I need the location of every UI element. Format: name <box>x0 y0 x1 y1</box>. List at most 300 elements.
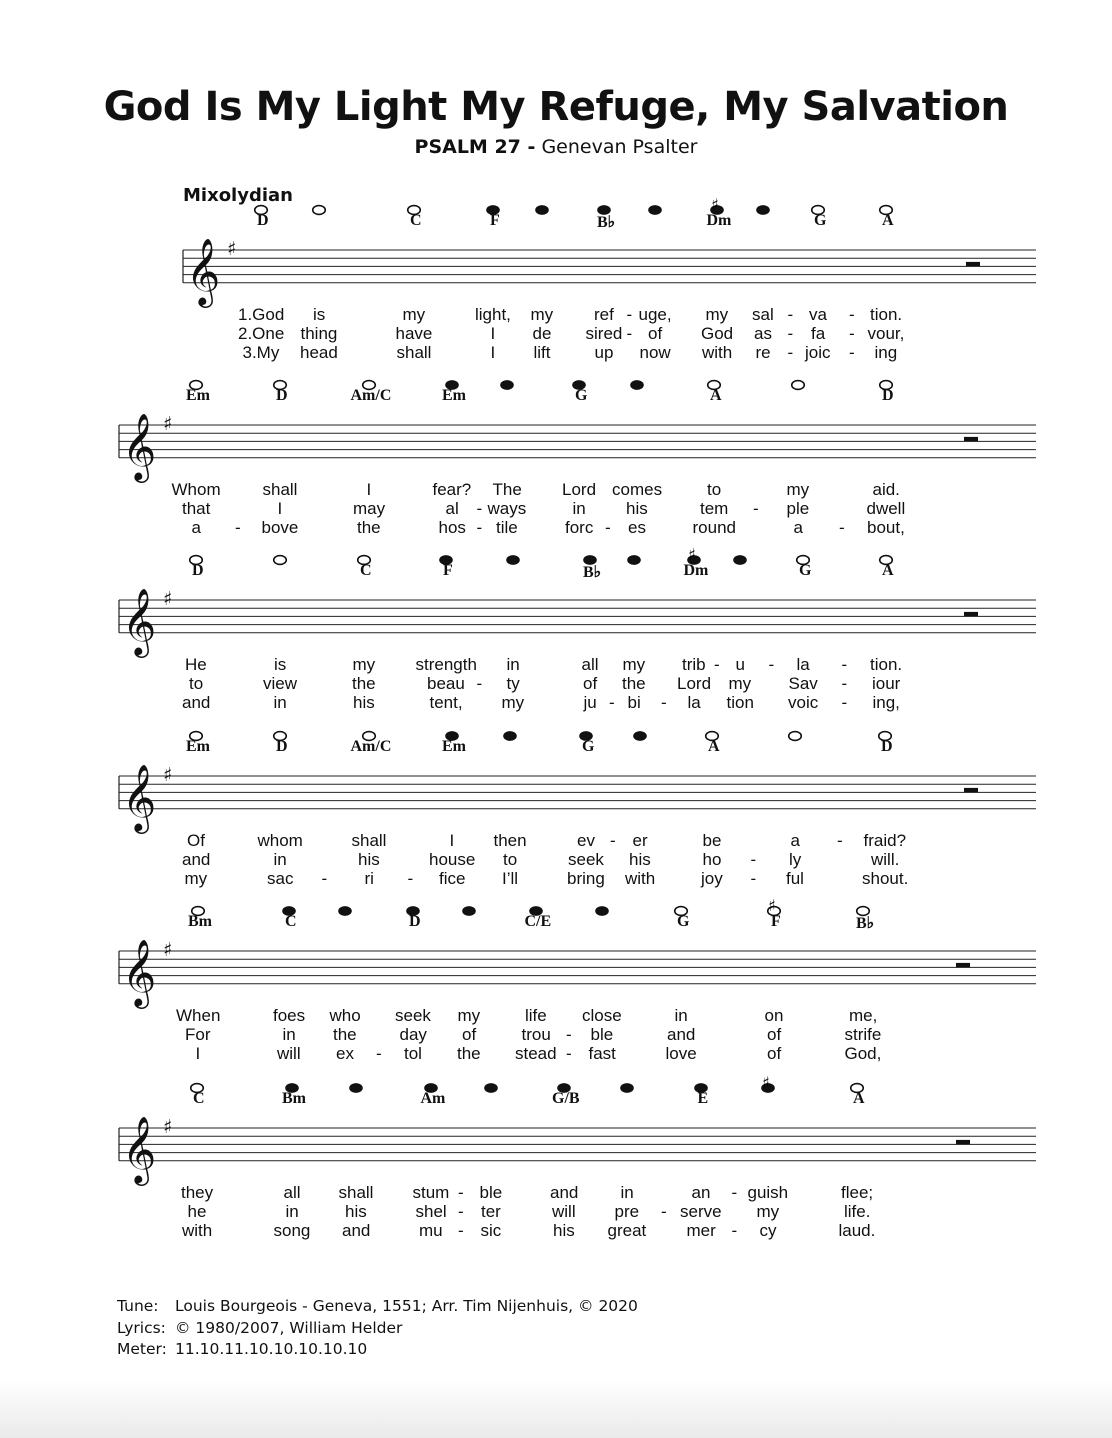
lyric-syllable: fice <box>439 869 466 888</box>
lyric-syllable: lift <box>533 343 551 362</box>
lyric-hyphen: - <box>837 831 843 850</box>
lyric-syllable: love <box>665 1044 697 1063</box>
lyric-syllable: vour, <box>867 324 905 343</box>
chord-symbol: Em <box>442 738 466 755</box>
lyric-syllable: with <box>702 343 733 362</box>
lyric-hyphen: - <box>626 324 633 343</box>
lyric-syllable: that <box>182 499 211 518</box>
lyric-syllable: with <box>625 869 656 888</box>
lyric-syllable: er <box>632 831 648 850</box>
lyric-syllable: and <box>667 1025 696 1044</box>
lyric-hyphen: - <box>321 869 328 888</box>
lyric-hyphen: - <box>849 305 855 324</box>
accidental-sharp-icon: ♯ <box>762 1073 770 1092</box>
lyric-hyphen: - <box>768 655 775 674</box>
treble-clef-icon: 𝄞 <box>122 762 157 831</box>
treble-clef-icon: 𝄞 <box>122 937 157 1006</box>
lyric-syllable: fear? <box>432 480 472 499</box>
lyric-hyphen: - <box>787 324 794 343</box>
note-head <box>789 732 802 741</box>
lyric-syllable: sal <box>752 305 774 324</box>
lyric-syllable: ter <box>481 1202 501 1221</box>
lyric-syllable: tile <box>496 518 518 537</box>
hymn-title: God Is My Light My Refuge, My Salvation <box>103 84 1009 130</box>
lyric-syllable: up <box>594 343 614 362</box>
lyric-hyphen: - <box>458 1183 464 1202</box>
lyric-syllable: in <box>674 1006 688 1025</box>
lyric-syllable: seek <box>395 1006 431 1025</box>
note-head <box>504 732 517 741</box>
chord-symbol: C <box>410 212 422 229</box>
lyric-syllable: laud. <box>838 1221 876 1240</box>
lyric-hyphen: - <box>841 693 848 712</box>
lyric-syllable: thing <box>300 324 338 343</box>
lyric-syllable: will <box>277 1044 301 1063</box>
chord-symbol: G <box>814 212 827 229</box>
lyric-hyphen: - <box>235 518 241 537</box>
psalter-source: Genevan Psalter <box>535 136 698 158</box>
lyric-syllable: with <box>182 1221 213 1240</box>
lyric-syllable: shout. <box>862 869 909 888</box>
lyric-syllable: my <box>501 693 525 712</box>
lyric-syllable: now <box>639 343 671 362</box>
lyric-syllable: beau <box>427 674 465 693</box>
lyric-syllable: pre <box>614 1202 640 1221</box>
lyric-syllable: life. <box>844 1202 871 1221</box>
lyric-syllable: in <box>273 850 287 869</box>
note-head <box>757 206 770 215</box>
half-rest-icon <box>966 262 980 267</box>
lyric-syllable: fast <box>588 1044 616 1063</box>
lyric-syllable: they <box>181 1183 214 1202</box>
lyric-syllable: The <box>492 480 522 499</box>
lyric-syllable: seek <box>568 850 604 869</box>
lyric-syllable: shel <box>415 1202 447 1221</box>
lyric-hyphen: - <box>849 343 855 362</box>
lyric-syllable: strife <box>844 1025 882 1044</box>
lyric-syllable: mu <box>419 1221 443 1240</box>
lyric-syllable: of <box>648 324 663 343</box>
lyric-syllable: all <box>581 655 599 674</box>
lyric-syllable: I <box>277 499 283 518</box>
lyric-syllable: he <box>187 1202 207 1221</box>
lyric-syllable: sired <box>585 324 623 343</box>
lyric-hyphen: - <box>750 869 757 888</box>
lyric-syllable: forc <box>565 518 594 537</box>
lyric-syllable: who <box>329 1006 361 1025</box>
chord-symbol: Am/C <box>350 738 392 755</box>
lyric-syllable: es <box>628 518 646 537</box>
lyric-hyphen: - <box>376 1044 382 1063</box>
psalm-number: PSALM 27 - <box>414 136 536 158</box>
lyric-hyphen: - <box>476 674 483 693</box>
credits <box>117 1296 638 1361</box>
chord-symbol: G <box>677 913 690 930</box>
lyric-syllable: shall <box>351 831 387 850</box>
note-head <box>634 732 647 741</box>
lyric-syllable: all <box>283 1183 301 1202</box>
treble-clef-icon: 𝄞 <box>186 236 221 305</box>
lyric-syllable: bove <box>261 518 299 537</box>
lyric-syllable: the <box>333 1025 357 1044</box>
lyric-syllable: to <box>503 850 518 869</box>
lyric-syllable: view <box>263 674 298 693</box>
lyric-syllable: is <box>313 305 326 324</box>
treble-clef-icon: 𝄞 <box>122 411 157 480</box>
chord-symbol: A <box>708 738 720 755</box>
chord-symbol: A <box>882 212 894 229</box>
lyric-syllable: ex <box>336 1044 354 1063</box>
chord-symbol: B♭ <box>856 915 875 932</box>
lyric-syllable: be <box>702 831 722 850</box>
lyric-syllable: va <box>809 305 827 324</box>
lyric-syllable: God, <box>844 1044 882 1063</box>
chord-symbol: C <box>360 562 372 579</box>
chord-symbol: E <box>697 1090 709 1107</box>
lyric-syllable: his <box>629 850 651 869</box>
lyric-syllable: Of <box>187 831 205 850</box>
chord-symbol: Bm <box>188 913 212 930</box>
lyric-syllable: serve <box>680 1202 722 1221</box>
lyric-syllable: may <box>353 499 386 518</box>
lyric-syllable: the <box>622 674 646 693</box>
lyric-syllable: to <box>707 480 722 499</box>
lyric-syllable: tem <box>700 499 729 518</box>
chord-symbol: F <box>490 212 500 229</box>
lyric-syllable: his <box>353 693 375 712</box>
lyric-hyphen: - <box>458 1221 464 1240</box>
chord-symbol: Am <box>420 1090 446 1107</box>
key-signature-sharp-icon: ♯ <box>163 588 173 610</box>
chord-symbol: Bm <box>282 1090 306 1107</box>
lyric-hyphen: - <box>841 655 848 674</box>
note-head <box>501 381 514 390</box>
lyric-syllable: my <box>705 305 729 324</box>
chord-symbol: Em <box>186 387 210 404</box>
lyric-syllable: ful <box>786 869 804 888</box>
lyric-syllable: my <box>756 1202 780 1221</box>
lyric-syllable: Sav <box>788 674 818 693</box>
lyric-syllable: in <box>620 1183 634 1202</box>
lyric-syllable: joy <box>701 869 723 888</box>
chord-symbol: D <box>882 387 894 404</box>
lyric-syllable: I <box>490 343 496 362</box>
lyric-syllable: and <box>342 1221 371 1240</box>
lyric-syllable: his <box>358 850 380 869</box>
chord-symbol: C <box>285 913 297 930</box>
lyric-syllable: I’ll <box>502 869 519 888</box>
lyric-syllable: head <box>300 343 338 362</box>
lyric-syllable: I <box>449 831 455 850</box>
lyric-syllable: have <box>395 324 433 343</box>
lyric-syllable: of <box>767 1025 782 1044</box>
note-head <box>536 206 549 215</box>
note-head <box>485 1084 498 1093</box>
note-head <box>274 556 287 565</box>
lyric-syllable: joic <box>805 343 831 362</box>
chord-symbol: G <box>575 387 588 404</box>
lyric-syllable: in <box>285 1202 299 1221</box>
lyric-syllable: my <box>402 305 426 324</box>
lyric-syllable: Lord <box>562 480 597 499</box>
lyric-syllable: shall <box>338 1183 374 1202</box>
lyric-syllable: me, <box>849 1006 878 1025</box>
lyric-syllable: stead <box>515 1044 557 1063</box>
lyric-syllable: and <box>182 693 211 712</box>
chord-symbol: G <box>799 562 812 579</box>
hymn-subtitle <box>0 136 1112 158</box>
lyric-hyphen: - <box>750 850 757 869</box>
lyric-syllable: day <box>399 1025 427 1044</box>
chord-symbol: C <box>193 1090 205 1107</box>
lyric-syllable: 2.One <box>238 324 285 343</box>
chord-symbol: C/E <box>524 913 552 930</box>
lyric-hyphen: - <box>841 674 848 693</box>
half-rest-icon <box>964 437 978 442</box>
lyric-syllable: my <box>530 305 554 324</box>
lyric-syllable: to <box>189 674 204 693</box>
credit-lyrics: Lyrics: © 1980/2007, William Helder <box>117 1318 403 1337</box>
lyric-hyphen: - <box>458 1202 464 1221</box>
staff-2 <box>0 385 1112 495</box>
lyric-hyphen: - <box>566 1025 572 1044</box>
lyric-syllable: shall <box>396 343 432 362</box>
chord-symbol: Em <box>186 738 210 755</box>
note-head <box>649 206 662 215</box>
music-system-5 <box>0 896 1112 1081</box>
lyric-syllable: is <box>274 655 287 674</box>
staff-3 <box>0 545 1112 670</box>
staff-4 <box>0 736 1112 846</box>
lyric-syllable: ly <box>789 850 802 869</box>
half-rest-icon <box>964 788 978 793</box>
lyric-syllable: of <box>462 1025 477 1044</box>
note-head <box>596 907 609 916</box>
lyric-syllable: bring <box>567 869 605 888</box>
credit-tune: Tune: Louis Bourgeois - Geneva, 1551; Arr. Tim Nijenhuis, © 2020 <box>117 1297 638 1315</box>
lyric-syllable: will. <box>871 850 900 869</box>
note-head <box>507 556 520 565</box>
lyric-syllable: bi <box>627 693 641 712</box>
lyric-syllable: Whom <box>171 480 221 499</box>
lyric-syllable: his <box>626 499 648 518</box>
lyric-syllable: close <box>582 1006 622 1025</box>
lyric-syllable: tion. <box>870 655 903 674</box>
lyric-syllable: la <box>796 655 810 674</box>
chord-symbol: Dm <box>706 212 732 229</box>
lyric-syllable: trou <box>521 1025 551 1044</box>
chord-symbol: D <box>257 212 269 229</box>
mode-label: Mixolydian <box>183 185 293 206</box>
key-signature-sharp-icon: ♯ <box>227 238 237 260</box>
lyric-syllable: life <box>525 1006 547 1025</box>
lyric-syllable: house <box>429 850 476 869</box>
key-signature-sharp-icon: ♯ <box>163 939 173 961</box>
lyric-syllable: ble <box>590 1025 614 1044</box>
lyric-syllable: sac <box>267 869 294 888</box>
lyric-syllable: in <box>273 693 287 712</box>
lyric-hyphen: - <box>605 518 611 537</box>
lyric-hyphen: - <box>407 869 414 888</box>
lyric-syllable: God <box>701 324 734 343</box>
lyric-syllable: his <box>553 1221 575 1240</box>
lyric-syllable: la <box>687 693 701 712</box>
lyric-hyphen: - <box>476 518 483 537</box>
note-head <box>463 907 476 916</box>
note-head <box>628 556 641 565</box>
chord-symbol: Em <box>442 387 466 404</box>
lyric-syllable: al <box>445 499 459 518</box>
staff-5 <box>0 896 1112 1021</box>
lyric-hyphen: - <box>609 693 615 712</box>
chord-symbol: B♭ <box>597 214 616 231</box>
key-signature-sharp-icon: ♯ <box>163 413 173 435</box>
lyric-syllable: ho <box>702 850 722 869</box>
chord-symbol: D <box>881 738 893 755</box>
lyric-syllable: a <box>790 831 800 850</box>
half-rest-icon <box>956 1140 970 1145</box>
lyric-hyphen: - <box>849 324 855 343</box>
lyric-syllable: tol <box>404 1044 422 1063</box>
lyric-hyphen: - <box>476 499 483 518</box>
chord-symbol: G/B <box>552 1090 580 1107</box>
note-head <box>350 1084 363 1093</box>
lyric-syllable: my <box>352 655 376 674</box>
credit-meter: Meter: 11.10.11.10.10.10.10.10 <box>117 1340 368 1358</box>
accidental-sharp-icon: ♯ <box>711 195 719 214</box>
lyric-syllable: tion <box>726 693 754 712</box>
lyric-syllable: the <box>457 1044 481 1063</box>
note-head <box>339 907 352 916</box>
lyric-syllable: ev <box>577 831 595 850</box>
lyric-hyphen: - <box>610 831 616 850</box>
chord-symbol: B♭ <box>583 564 602 581</box>
note-head <box>313 206 326 215</box>
lyric-hyphen: - <box>714 655 720 674</box>
chord-symbol: D <box>276 387 288 404</box>
chord-symbol: D <box>192 562 204 579</box>
lyric-syllable: ple <box>786 499 810 518</box>
music-system-3 <box>0 545 1112 730</box>
lyric-syllable: of <box>767 1044 782 1063</box>
lyric-syllable: voic <box>788 693 819 712</box>
lyric-syllable: in <box>572 499 586 518</box>
lyric-syllable: foes <box>273 1006 306 1025</box>
lyric-syllable: guish <box>747 1183 789 1202</box>
chord-symbol: A <box>882 562 894 579</box>
lyric-hyphen: - <box>787 305 794 324</box>
lyric-syllable: tion. <box>870 305 903 324</box>
lyric-hyphen: - <box>566 1044 572 1063</box>
lyric-syllable: de <box>532 324 552 343</box>
lyric-hyphen: - <box>731 1221 738 1240</box>
lyric-syllable: of <box>583 674 598 693</box>
lyric-syllable: aid. <box>872 480 900 499</box>
lyric-syllable: on <box>764 1006 784 1025</box>
lyric-syllable: song <box>273 1221 311 1240</box>
lyric-syllable: shall <box>262 480 298 499</box>
lyric-syllable: fraid? <box>863 831 907 850</box>
lyric-syllable: ing <box>874 343 898 362</box>
lyric-syllable: and <box>550 1183 579 1202</box>
lyric-syllable: then <box>493 831 527 850</box>
lyric-syllable: my <box>622 655 646 674</box>
note-head <box>792 381 805 390</box>
lyric-syllable: bout, <box>867 518 905 537</box>
lyric-hyphen: - <box>839 518 845 537</box>
lyric-syllable: an <box>691 1183 711 1202</box>
lyric-syllable: When <box>176 1006 221 1025</box>
lyric-syllable: uge, <box>638 305 672 324</box>
lyric-syllable: mer <box>686 1221 716 1240</box>
music-system-2 <box>0 385 1112 555</box>
lyric-syllable: 1.God <box>238 305 285 324</box>
lyric-syllable: ju <box>583 693 597 712</box>
accidental-sharp-icon: ♯ <box>688 545 696 564</box>
lyric-syllable: and <box>182 850 211 869</box>
chord-symbol: D <box>409 913 421 930</box>
lyric-syllable: u <box>735 655 745 674</box>
lyric-syllable: comes <box>612 480 663 499</box>
lyric-syllable: light, <box>475 305 511 324</box>
lyric-syllable: 3.My <box>242 343 280 362</box>
lyric-syllable: ri <box>364 869 374 888</box>
music-system-6 <box>0 1073 1112 1258</box>
lyric-syllable: ing, <box>872 693 900 712</box>
lyric-syllable: great <box>607 1221 647 1240</box>
lyric-hyphen: - <box>731 1183 738 1202</box>
half-rest-icon <box>964 612 978 617</box>
lyric-syllable: my <box>786 480 810 499</box>
lyric-syllable: I <box>195 1044 201 1063</box>
lyric-hyphen: - <box>626 305 633 324</box>
lyric-syllable: the <box>357 518 381 537</box>
key-signature-sharp-icon: ♯ <box>163 764 173 786</box>
lyric-syllable: stum <box>412 1183 450 1202</box>
note-head <box>734 556 747 565</box>
lyric-syllable: ref <box>594 305 614 324</box>
half-rest-icon <box>956 963 970 968</box>
note-head <box>621 1084 634 1093</box>
treble-clef-icon: 𝄞 <box>122 1114 157 1183</box>
lyric-syllable: in <box>506 655 520 674</box>
lyric-syllable: a <box>793 518 803 537</box>
lyric-syllable: iour <box>872 674 901 693</box>
lyric-hyphen: - <box>753 499 759 518</box>
lyric-syllable: re <box>755 343 771 362</box>
lyric-syllable: tent, <box>429 693 463 712</box>
lyric-syllable: will <box>552 1202 576 1221</box>
lyric-syllable: For <box>185 1025 211 1044</box>
chord-symbol: G <box>582 738 595 755</box>
lyric-syllable: I <box>366 480 372 499</box>
lyric-syllable: my <box>457 1006 481 1025</box>
lyric-syllable: round <box>692 518 736 537</box>
lyric-syllable: whom <box>257 831 303 850</box>
lyric-hyphen: - <box>661 1202 667 1221</box>
note-head <box>631 381 644 390</box>
lyric-syllable: He <box>185 655 207 674</box>
lyric-syllable: cy <box>759 1221 777 1240</box>
lyric-syllable: dwell <box>866 499 906 518</box>
lyric-hyphen: - <box>787 343 794 362</box>
chord-symbol: Am/C <box>350 387 392 404</box>
lyric-syllable: flee; <box>841 1183 874 1202</box>
lyric-syllable: a <box>191 518 201 537</box>
lyric-syllable: trib <box>682 655 706 674</box>
chord-symbol: Dm <box>683 562 709 579</box>
lyric-syllable: ty <box>506 674 520 693</box>
